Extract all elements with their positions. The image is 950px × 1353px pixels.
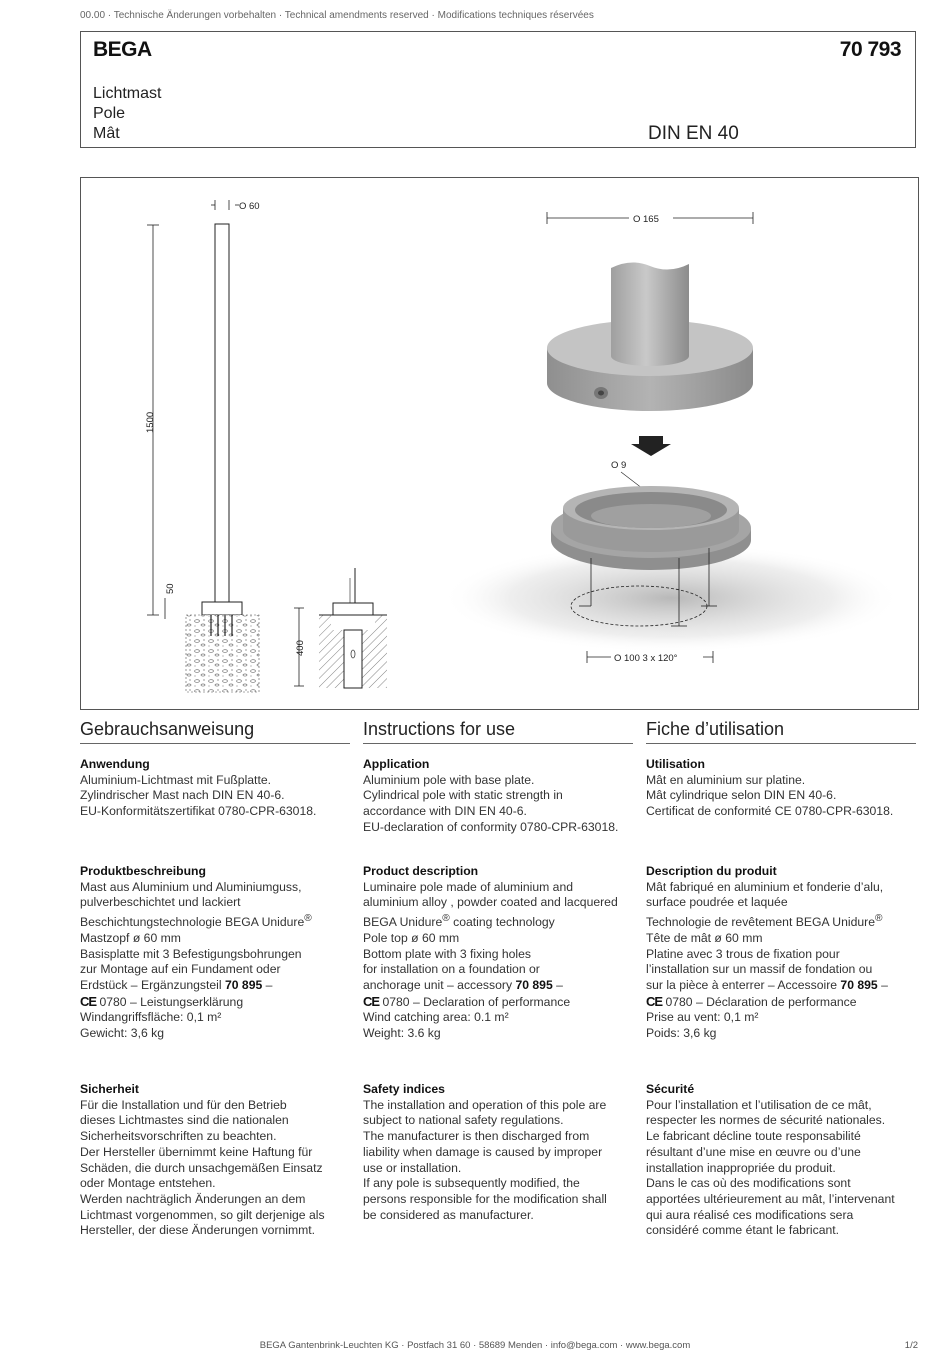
column-en [363, 719, 633, 744]
dim-hole-diameter: O 9 [611, 460, 627, 471]
ce-text: 0780 – Leistungserklärung [96, 994, 244, 1009]
text-line: The manufacturer is then discharged from [363, 1129, 590, 1144]
text-line [646, 994, 921, 1011]
ce-mark-icon: CE [80, 993, 97, 1009]
text-line: be considered as manufacturer. [363, 1207, 534, 1222]
text-line: résultant d’une mise en œuvre ou d’une [646, 1144, 861, 1159]
text-line: Certificat de conformité CE 0780-CPR-63018. [646, 804, 894, 819]
text-line: pulverbeschichtet und lackiert [80, 895, 241, 910]
text-line: Luminaire pole made of aluminium and [363, 879, 574, 894]
column-heading: Instructions for use [363, 719, 633, 744]
section-title: Sécurité [646, 1082, 695, 1096]
text-line: Basisplatte mit 3 Befestigungsbohrungen [80, 946, 302, 961]
accessory-number: 70 895 [224, 977, 263, 992]
dim-bolt-circle: O 100 3 x 120° [614, 653, 678, 664]
brand-logo-text: BEGA [93, 38, 152, 61]
application-section-de [80, 757, 355, 820]
accessory-text: Erdstück – Ergänzungsteil [80, 977, 222, 992]
unidure-text: BEGA Unidure [363, 915, 443, 930]
column-heading: Gebrauchsanweisung [80, 719, 350, 744]
text-fragment: – [877, 977, 888, 992]
technical-drawing [80, 177, 919, 710]
dim-pole-diameter: O 60 [239, 201, 260, 212]
dim-base-diameter: O 165 [633, 214, 659, 225]
section-title: Product description [363, 864, 479, 878]
text-line: Werden nachträglich Änderungen an dem [80, 1191, 306, 1206]
text-line: surface poudrée et laquée [646, 895, 788, 910]
section-title: Safety indices [363, 1082, 445, 1096]
text-line [363, 994, 638, 1011]
text-line: l’installation sur un massif de fondation ou [646, 962, 873, 977]
product-name-en: Pole [93, 105, 126, 122]
text-line: Mât cylindrique selon DIN EN 40-6. [646, 788, 837, 803]
text-fragment: coating technology [449, 915, 555, 930]
text-line: Hersteller, der diese Änderungen vornimmt. [80, 1223, 316, 1238]
drawing-canvas [81, 178, 919, 710]
text-line: apportées ultérieurement au mât, l’intervenant [646, 1191, 895, 1206]
accessory-text: sur la pièce à enterrer – Accessoire [646, 977, 838, 992]
text-line: aluminium alloy , powder coated and lacquered [363, 895, 618, 910]
text-line: Beschichtungstechnologie BEGA Unidure® [80, 913, 312, 930]
text-line: Bottom plate with 3 fixing holes [363, 946, 532, 961]
text-line: EU-Konformitätszertifikat 0780-CPR-63018. [80, 804, 317, 819]
base-plate-rendering [441, 211, 901, 664]
text-line: Sicherheitsvorschriften zu beachten. [80, 1129, 277, 1144]
text-line: Mastzopf ø 60 mm [80, 930, 181, 945]
unidure-text: Beschichtungstechnologie BEGA Unidure [80, 915, 305, 930]
text-line: Technologie de revêtement BEGA Unidure® [646, 913, 883, 930]
text-line: liability when damage is caused by improper [363, 1144, 603, 1159]
section-title: Anwendung [80, 757, 150, 771]
page-number: 1/2 [904, 1340, 918, 1351]
unidure-text: Technologie de revêtement BEGA Unidure [646, 915, 875, 930]
ce-text: 0780 – Declaration of performance [379, 994, 571, 1009]
text-line: Pole top ø 60 mm [363, 930, 460, 945]
text-line: BEGA Unidure® coating technology [363, 913, 555, 930]
text-line: installation inappropriée du produit. [646, 1160, 836, 1175]
section-title: Sicherheit [80, 1082, 139, 1096]
text-line: Cylindrical pole with static strength in [363, 788, 563, 803]
text-line: Le fabricant décline toute responsabilité [646, 1129, 861, 1144]
accessory-number: 70 895 [515, 977, 553, 992]
text-line: Gewicht: 3,6 kg [80, 1026, 164, 1041]
text-line [80, 978, 355, 994]
amendments-note: 00.00 · Technische Änderungen vorbehalten · Technical amendments reserved · Modifications techniques réservées [80, 10, 594, 21]
accessory-text: anchorage unit – accessory [363, 977, 513, 992]
product-name-de: Lichtmast [93, 85, 162, 102]
company-footer: BEGA Gantenbrink-Leuchten KG · Postfach 31 60 · 58689 Menden · info@bega.com · www.bega.com [259, 1340, 691, 1351]
description-section-fr [646, 864, 921, 1042]
ce-mark-icon: CE [646, 993, 663, 1009]
text-line: use or installation. [363, 1160, 462, 1175]
text-line: persons responsible for the modification shall [363, 1191, 607, 1206]
section-title: Description du produit [646, 864, 777, 878]
text-line: Tête de mât ø 60 mm [646, 930, 763, 945]
text-line: Mât fabriqué en aluminium et fonderie d’alu, [646, 879, 884, 894]
section-title: Produktbeschreibung [80, 864, 206, 878]
article-number: 70 793 [839, 38, 901, 61]
text-line [646, 978, 921, 994]
ce-mark-icon: CE [363, 993, 380, 1009]
text-line: qui aura réalisé ces modifications sera [646, 1207, 854, 1222]
text-line: for installation on a foundation or [363, 962, 540, 977]
text-line: subject to national safety regulations. [363, 1113, 564, 1128]
section-title: Application [363, 757, 430, 771]
safety-section-en [363, 1082, 638, 1223]
dim-plate-height: 50 [165, 583, 176, 594]
text-line: oder Montage entstehen. [80, 1176, 216, 1191]
description-section-de [80, 864, 355, 1042]
header-box [80, 31, 916, 148]
ce-text: 0780 – Déclaration de performance [662, 994, 857, 1009]
column-heading: Fiche d’utilisation [646, 719, 916, 744]
column-fr [646, 719, 916, 744]
text-line: accordance with DIN EN 40-6. [363, 804, 527, 819]
text-line: If any pole is subsequently modified, the [363, 1176, 580, 1191]
text-line: Zylindrischer Mast nach DIN EN 40-6. [80, 788, 285, 803]
text-line: Weight: 3.6 kg [363, 1026, 441, 1041]
text-line: dieses Lichtmastes sind die nationalen [80, 1113, 289, 1128]
text-line: EU-declaration of conformity 0780-CPR-63018. [363, 819, 619, 834]
text-line: Lichtmast vorgenommen, so gilt derjenige als [80, 1207, 325, 1222]
safety-section-fr [646, 1082, 921, 1239]
text-fragment: – [552, 977, 563, 992]
column-de [80, 719, 350, 744]
dim-pole-height: 1500 [145, 411, 156, 433]
text-line: zur Montage auf ein Fundament oder [80, 962, 281, 977]
standard-label: DIN EN 40 [648, 123, 739, 144]
text-line: Mast aus Aluminium und Aluminiumguss, [80, 879, 302, 894]
text-fragment: – [262, 977, 273, 992]
text-line: Dans le cas où des modifications sont [646, 1176, 851, 1191]
section-title: Utilisation [646, 757, 705, 771]
text-line: Aluminium-Lichtmast mit Fußplatte. [80, 772, 271, 787]
text-line: The installation and operation of this pole are [363, 1097, 607, 1112]
text-line: Prise au vent: 0,1 m² [646, 1010, 759, 1025]
pole-section [294, 568, 387, 688]
text-line: Für die Installation und für den Betrieb [80, 1097, 287, 1112]
text-line: respecter les normes de sécurité nationales. [646, 1113, 886, 1128]
text-line: Schäden, die durch unsachgemäßen Einsatz [80, 1160, 323, 1175]
safety-section-de [80, 1082, 355, 1239]
text-line: Platine avec 3 trous de fixation pour [646, 946, 840, 961]
text-line: Wind catching area: 0.1 m² [363, 1010, 509, 1025]
text-line: Pour l’installation et l’utilisation de ce mât, [646, 1097, 872, 1112]
text-line: Mât en aluminium sur platine. [646, 772, 806, 787]
text-line: Poids: 3,6 kg [646, 1026, 717, 1041]
dim-ground-depth: 400 [295, 640, 306, 656]
text-line: Der Hersteller übernimmt keine Haftung für [80, 1144, 313, 1159]
application-section-fr [646, 757, 921, 820]
text-line [363, 978, 638, 994]
application-section-en [363, 757, 638, 836]
text-line [80, 994, 355, 1011]
text-line: Windangriffsfläche: 0,1 m² [80, 1010, 222, 1025]
pole-elevation [145, 200, 260, 692]
product-name-fr: Mât [93, 125, 120, 142]
text-line: considéré comme étant le fabricant. [646, 1223, 840, 1238]
accessory-number: 70 895 [840, 977, 878, 992]
text-line: Aluminium pole with base plate. [363, 772, 535, 787]
description-section-en [363, 864, 638, 1042]
